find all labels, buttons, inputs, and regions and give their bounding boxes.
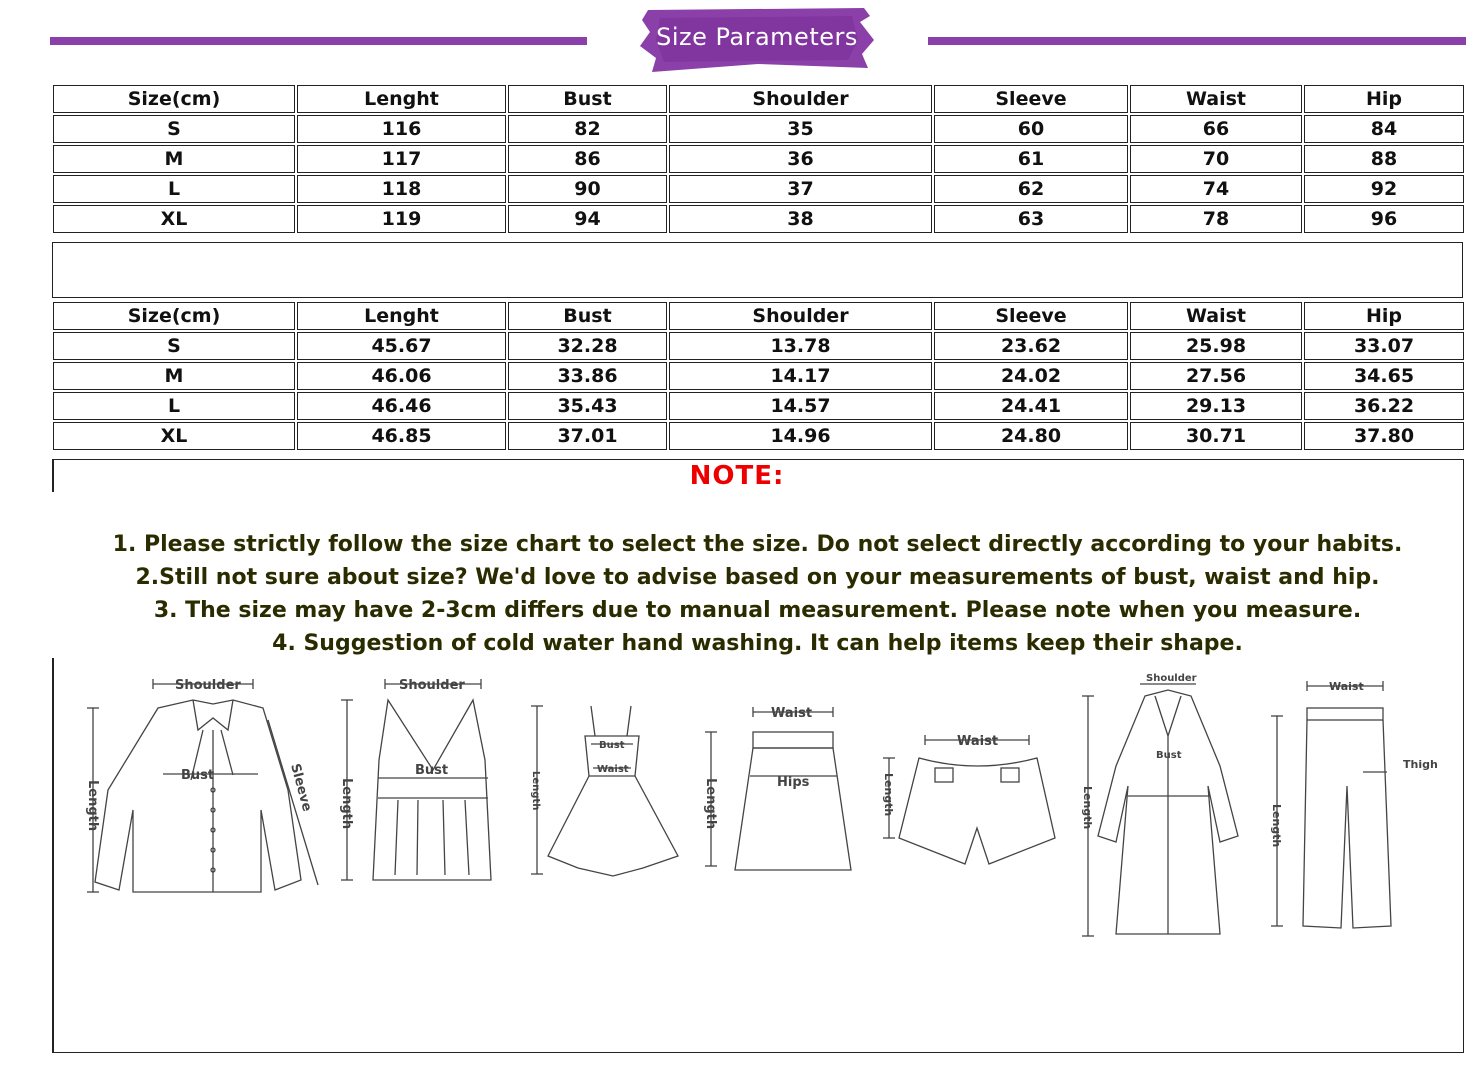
table-cell: 45.67: [297, 332, 506, 360]
table-cell: S: [53, 332, 295, 360]
table-cell: 30.71: [1130, 422, 1302, 450]
note-line: 3. The size may have 2-3cm differs due to manual measurement. Please note when you measure.: [153, 598, 1362, 623]
dress-length-label: Length: [530, 771, 541, 811]
table-header-cell: Lenght: [297, 302, 506, 330]
table-row: [53, 422, 1464, 450]
table-header-cell: Shoulder: [669, 302, 932, 330]
pants-thigh-label: Thigh: [1403, 758, 1438, 771]
size-table-inch: [51, 300, 1466, 452]
title-banner: [638, 6, 876, 74]
table-row: [53, 115, 1464, 143]
table-cell: L: [53, 392, 295, 420]
shorts-waist-label: Waist: [957, 734, 999, 749]
table-header-cell: Bust: [508, 302, 667, 330]
table-cell: 14.17: [669, 362, 932, 390]
table-cell: 94: [508, 205, 667, 233]
table-cell: M: [53, 362, 295, 390]
top-bust-label: Bust: [415, 763, 449, 778]
table-cell: 86: [508, 145, 667, 173]
table-cell: M: [53, 145, 295, 173]
table-cell: 66: [1130, 115, 1302, 143]
top-shoulder-label: Shoulder: [399, 678, 465, 693]
top-length-label: Length: [339, 778, 354, 830]
table-cell: 24.02: [934, 362, 1128, 390]
table-cell: 36.22: [1304, 392, 1464, 420]
table-cell: 37.01: [508, 422, 667, 450]
table-cell: 27.56: [1130, 362, 1302, 390]
table-cell: 90: [508, 175, 667, 203]
shirt-sleeve-label: Sleeve: [287, 762, 315, 814]
table-row: [53, 145, 1464, 173]
skirt-diagram: [695, 700, 865, 884]
coat-length-label: Length: [1081, 786, 1094, 830]
top-diagram: [333, 670, 513, 904]
table-row: [53, 362, 1464, 390]
table-header-cell: Bust: [508, 85, 667, 113]
table-separator-box: [52, 242, 1463, 298]
table-cell: 32.28: [508, 332, 667, 360]
table-cell: 33.86: [508, 362, 667, 390]
table-header-cell: Lenght: [297, 85, 506, 113]
table-cell: 35.43: [508, 392, 667, 420]
shorts-length-label: Length: [882, 773, 895, 817]
table-cell: 117: [297, 145, 506, 173]
table-row: [53, 332, 1464, 360]
table-cell: 92: [1304, 175, 1464, 203]
table-row: [53, 392, 1464, 420]
table-header-cell: Waist: [1130, 85, 1302, 113]
note-line: 2.Still not sure about size? We'd love to advise based on your measurements of bust, waist and hip.: [135, 565, 1380, 590]
table-cell: S: [53, 115, 295, 143]
pants-waist-label: Waist: [1329, 680, 1364, 693]
table-cell: 38: [669, 205, 932, 233]
table-cell: 84: [1304, 115, 1464, 143]
table-cell: 88: [1304, 145, 1464, 173]
table-cell: 37: [669, 175, 932, 203]
note-title: NOTE:: [689, 461, 785, 491]
note-frame-edge: [52, 658, 54, 1053]
table-cell: 37.80: [1304, 422, 1464, 450]
table-cell: 13.78: [669, 332, 932, 360]
skirt-length-label: Length: [703, 778, 718, 830]
table-cell: 23.62: [934, 332, 1128, 360]
table-cell: 46.46: [297, 392, 506, 420]
table-cell: 118: [297, 175, 506, 203]
table-header-cell: Shoulder: [669, 85, 932, 113]
table-cell: XL: [53, 205, 295, 233]
coat-shoulder-label: Shoulder: [1146, 673, 1197, 684]
shirt-diagram: [63, 670, 333, 914]
table-cell: 62: [934, 175, 1128, 203]
table-cell: 34.65: [1304, 362, 1464, 390]
table-cell: 14.57: [669, 392, 932, 420]
shirt-bust-label: Bust: [181, 768, 215, 783]
table-header-row: [53, 85, 1464, 113]
table-cell: 36: [669, 145, 932, 173]
header-rule-left: [50, 37, 587, 45]
table-header-cell: Size(cm): [53, 302, 295, 330]
dress-diagram: [523, 696, 693, 890]
coat-diagram: [1070, 666, 1250, 960]
table-cell: 96: [1304, 205, 1464, 233]
table-cell: 116: [297, 115, 506, 143]
table-cell: 63: [934, 205, 1128, 233]
table-cell: 35: [669, 115, 932, 143]
table-cell: 60: [934, 115, 1128, 143]
note-list: [60, 528, 1455, 660]
pants-diagram: [1263, 676, 1453, 950]
table-cell: 82: [508, 115, 667, 143]
skirt-hips-label: Hips: [777, 775, 810, 790]
note-line: 4. Suggestion of cold water hand washing. It can help items keep their shape.: [272, 631, 1243, 656]
table-cell: XL: [53, 422, 295, 450]
shirt-shoulder-label: Shoulder: [175, 678, 241, 693]
dress-waist-label: Waist: [597, 764, 629, 775]
shorts-diagram: [877, 728, 1067, 882]
table-header-cell: Size(cm): [53, 85, 295, 113]
table-cell: 46.06: [297, 362, 506, 390]
table-cell: 14.96: [669, 422, 932, 450]
table-cell: 25.98: [1130, 332, 1302, 360]
table-header-cell: Hip: [1304, 302, 1464, 330]
table-header-cell: Sleeve: [934, 85, 1128, 113]
table-cell: 74: [1130, 175, 1302, 203]
page-title: Size Parameters: [656, 23, 858, 51]
table-header-cell: Hip: [1304, 85, 1464, 113]
coat-bust-label: Bust: [1156, 750, 1182, 761]
pants-length-label: Length: [1270, 804, 1283, 848]
skirt-waist-label: Waist: [771, 706, 813, 721]
table-row: [53, 175, 1464, 203]
table-cell: 24.41: [934, 392, 1128, 420]
size-table-cm: [51, 83, 1466, 235]
note-line: 1. Please strictly follow the size chart to select the size. Do not select directly according to your habits.: [112, 532, 1403, 557]
table-cell: 119: [297, 205, 506, 233]
header-rule-right: [928, 37, 1466, 45]
shirt-length-label: Length: [85, 780, 100, 832]
table-cell: 46.85: [297, 422, 506, 450]
table-cell: 33.07: [1304, 332, 1464, 360]
dress-bust-label: Bust: [599, 740, 625, 751]
table-cell: 24.80: [934, 422, 1128, 450]
table-cell: 61: [934, 145, 1128, 173]
table-header-row: [53, 302, 1464, 330]
table-header-cell: Waist: [1130, 302, 1302, 330]
table-header-cell: Sleeve: [934, 302, 1128, 330]
table-cell: 78: [1130, 205, 1302, 233]
measurement-diagrams: [55, 662, 1455, 1002]
table-row: [53, 205, 1464, 233]
table-cell: 70: [1130, 145, 1302, 173]
table-cell: 29.13: [1130, 392, 1302, 420]
table-cell: L: [53, 175, 295, 203]
